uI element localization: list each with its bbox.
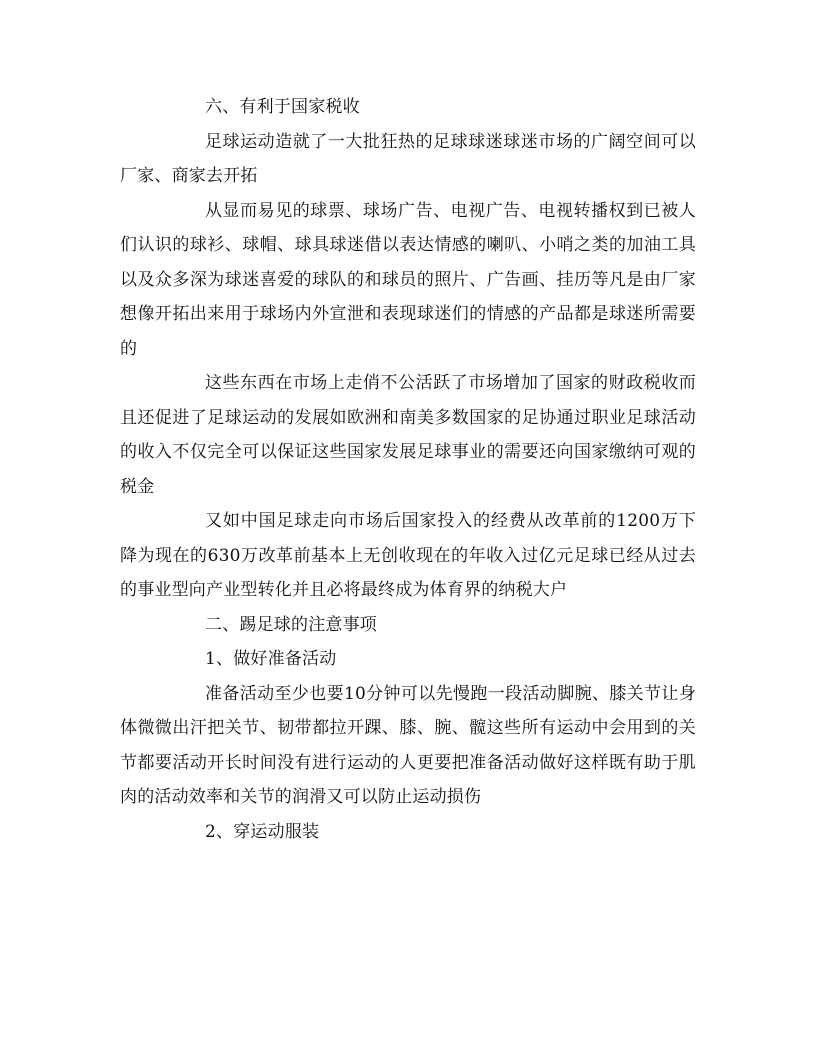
paragraph-products: 从显而易见的球票、球场广告、电视广告、电视转播权到已被人们认识的球衫、球帽、球具球迷借以表达情感的喇叭、小哨之类的加油工具以及众多深为球迷喜爱的球队的和球员的照片、广告画、挂历等凡是由厂家想像开拓出来用于球场内外宣泄和表现球迷们的情感的产品都是球迷所需要的 <box>120 200 696 359</box>
paragraph-china-football: 又如中国足球走向市场后国家投入的经费从改革前的1200万下降为现在的630万改革前基本上无创收现在的年收入过亿元足球已经从过去的事业型向产业型转化并且必将最终成为体育界的纳税大户 <box>120 511 696 600</box>
subheading-warmup: 1、做好准备活动 <box>205 649 337 669</box>
section-heading-precautions: 二、踢足球的注意事项 <box>205 614 377 635</box>
section-heading-tax: 六、有利于国家税收 <box>205 97 360 117</box>
paragraph-tax-revenue: 这些东西在市场上走俏不公活跃了市场增加了国家的财政税收而且还促进了足球运动的发展如欧洲和南美多数国家的足协通过职业足球活动的收入不仅完全可以保证这些国家发展足球事业的需要还向国家缴纳可观的税金 <box>120 373 696 497</box>
paragraph-market-space: 足球运动造就了一大批狂热的足球球迷球迷市场的广阔空间可以厂家、商家去开拓 <box>120 131 696 186</box>
paragraph-warmup: 准备活动至少也要10分钟可以先慢跑一段活动脚腕、膝关节让身体微微出汗把关节、韧带都拉开踝、膝、腕、髋这些所有运动中会用到的关节都要活动开长时间没有进行运动的人更要把准备活动做好这样既有助于肌肉的活动效率和关节的润滑又可以防止运动损伤 <box>120 683 696 807</box>
subheading-sportswear: 2、穿运动服装 <box>205 821 320 842</box>
document-body <box>120 90 696 849</box>
